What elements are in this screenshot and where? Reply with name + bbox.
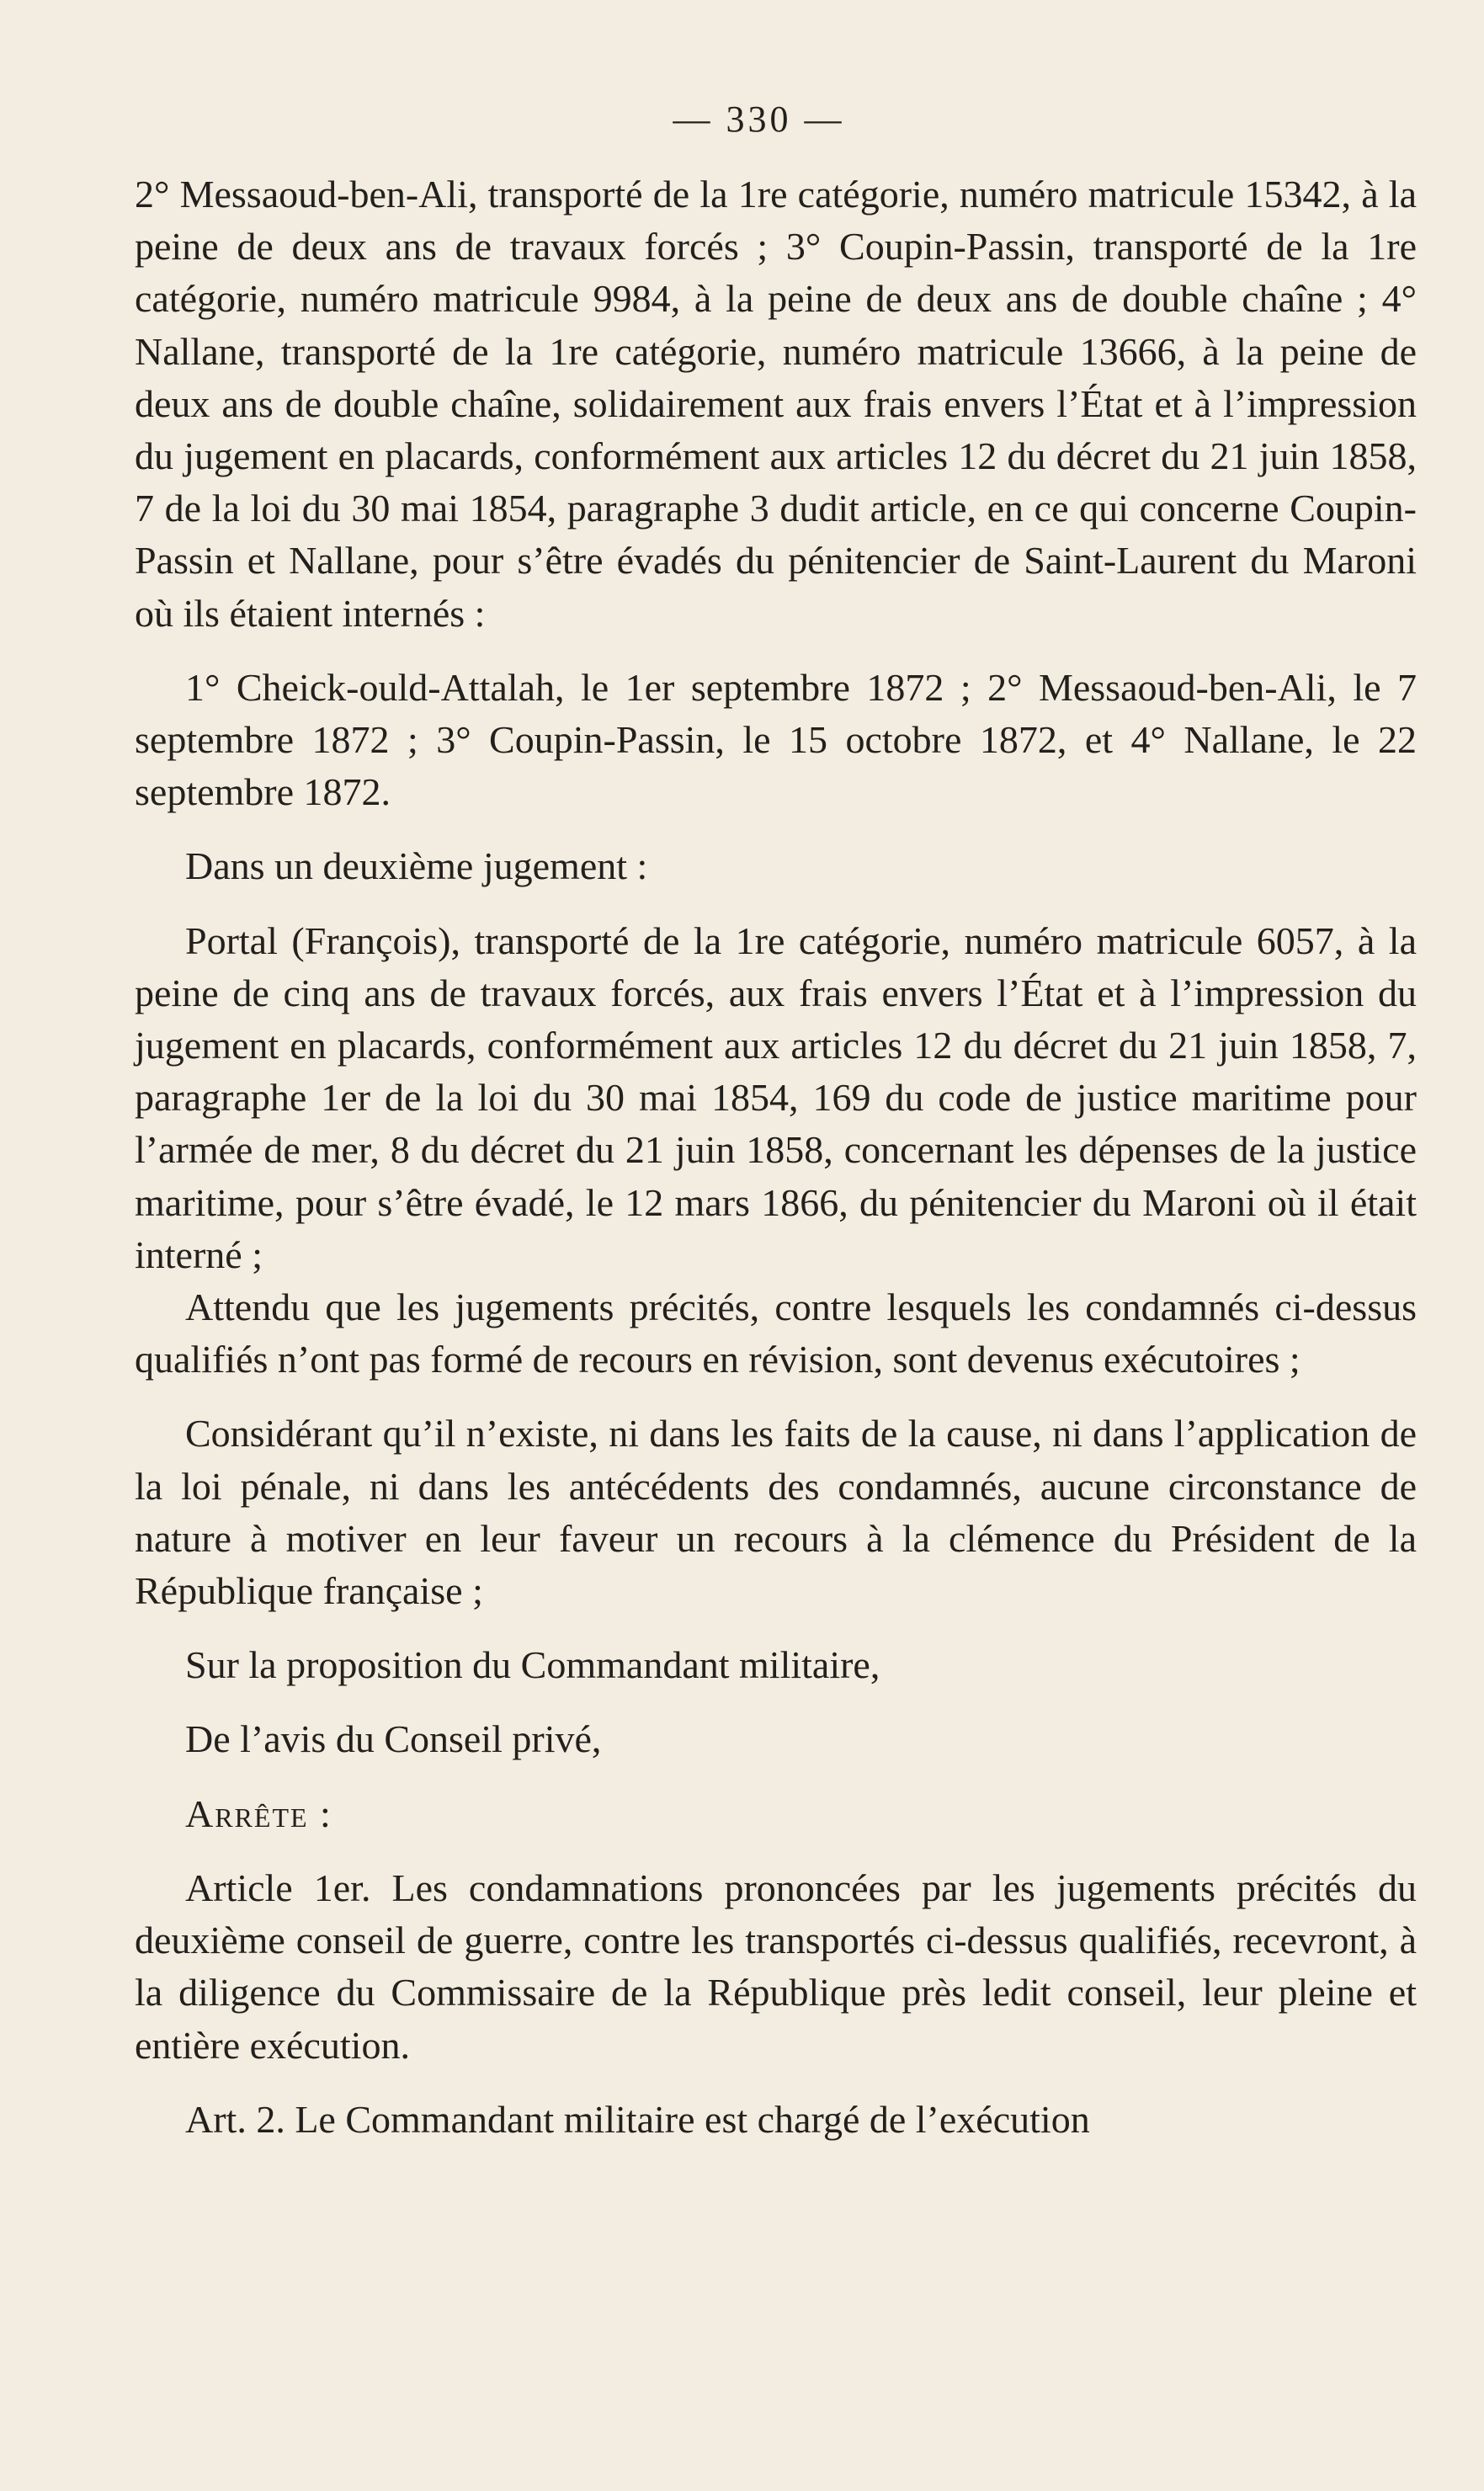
paragraph-second-judgment: Portal (François), transporté de la 1re catégorie, numéro matricule 6057, à la peine de cinq ans de travaux forcés, aux frais envers l’État et à l’impression du jugement en placards, conformément aux articles 12 du décret du 21 juin 1858, 7, paragraphe 1er de la loi du 30 mai 1854, 169 du code de justice maritime pour l’armée de mer, 8 du décret du 21 juin 1858, concernant les dépenses de la justice maritime, pour s’être évadé, le 12 mars 1866, du pénitencier du Maroni où il était interné ;: [135, 918, 1417, 1276]
paragraph-considerant: Considérant qu’il n’existe, ni dans les faits de la cause, ni dans l’application de la loi pénale, ni dans les antécédents des condamnés, aucune circonstance de nature à motiver en leur faveur un recours à la clémence du Président de la République française ;: [135, 1412, 1417, 1613]
paragraph-second-judgment-heading: Dans un deuxième jugement :: [185, 844, 648, 888]
paragraph-convict-list: 2° Messaoud-ben-Ali, transporté de la 1re catégorie, numéro matricule 15342, à la peine de deux ans de travaux forcés ; 3° Coupin-Passin, transporté de la 1re catégorie, numéro matricule 9984, à la peine de deux ans de double chaîne ; 4° Nallane, transporté de la 1re catégorie, numéro matricule 13666, à la peine de deux ans de double chaîne, solidairement aux frais envers l’État et à l’impression du jugement en placards, conformément aux articles 12 du décret du 21 juin 1858, 7 de la loi du 30 mai 1854, paragraphe 3 dudit article, en ce qui concerne Coupin-Passin et Nallane, pour s’être évadés du pénitencier de Saint-Laurent du Maroni où ils étaient internés :: [135, 173, 1417, 635]
paragraph-article-1: Article 1er. Les condamnations prononcées par les jugements précités du deuxième conseil de guerre, contre les transportés ci-dessus qualifiés, recevront, à la diligence du Commissaire de la République près ledit conseil, leur pleine et entière exécution.: [135, 1866, 1417, 2067]
paragraph-proposition: Sur la proposition du Commandant militaire,: [185, 1643, 880, 1687]
paragraph-article-2: Art. 2. Le Commandant militaire est chargé de l’exécution: [185, 2097, 1090, 2141]
page-number: — 330 —: [673, 98, 845, 140]
paragraph-arrete: Arrête :: [185, 1791, 332, 1835]
paragraph-escape-dates: 1° Cheick-ould-Attalah, le 1er septembre 1872 ; 2° Messaoud-ben-Ali, le 7 septembre 1872 ; 3° Coupin-Passin, le 15 octobre 1872, et 4° Nallane, le 22 septembre 1872.: [135, 665, 1417, 814]
paragraph-attendu: Attendu que les jugements précités, contre lesquels les condamnés ci-dessus qualifiés n’ont pas formé de recours en révision, sont devenus exécutoires ;: [135, 1285, 1417, 1381]
paragraph-avis: De l’avis du Conseil privé,: [185, 1717, 602, 1761]
